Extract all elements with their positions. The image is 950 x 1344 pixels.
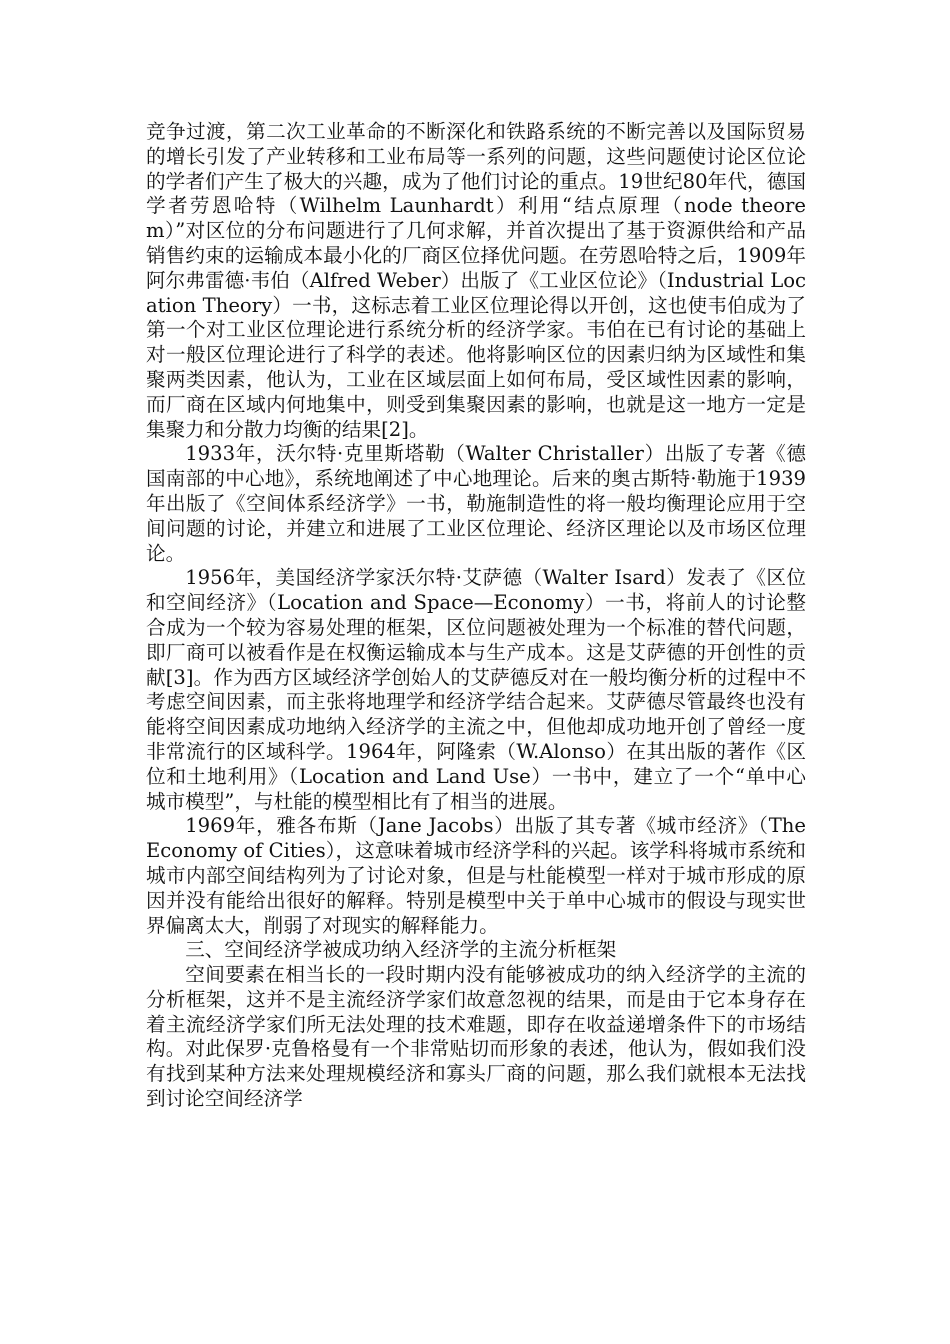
body-paragraph-2: 1933年，沃尔特·克里斯塔勒（Walter Christaller）出版了专著《德国南部的中心地》，系统地阐述了中心地理论。后来的奥古斯特·勒施于1939年出版了《空间体系经济学》一书，勒施制造性的将一般均衡理论应用于空间问题的讨论，并建立和进展了工业区位理论、经济区理论以及市场区位理论。: [146, 442, 806, 565]
body-paragraph-4: 1969年，雅各布斯（Jane Jacobs）出版了其专著《城市经济》（The Economy of Cities），这意味着城市经济学科的兴起。该学科将城市系统和城市内部空间结构列为了讨论对象，但是与杜能模型一样对于城市形成的原因并没有能给出很好的解释。特别是模型中关于单中心城市的假设与现实世界偏离太大，削弱了对现实的解释能力。: [146, 814, 806, 937]
document-page: [146, 120, 806, 1112]
section-heading: 三、空间经济学被成功纳入经济学的主流分析框架: [185, 938, 617, 962]
body-paragraph-3: 1956年，美国经济学家沃尔特·艾萨德（Walter Isard）发表了《区位和空间经济》（Location and Space—Economy）一书，将前人的讨论整合成为一个较为容易处理的框架，区位问题被处理为一个标准的替代问题，即厂商可以被看作是在权衡运输成本与生产成本。这是艾萨德的开创性的贡献[3]。作为西方区域经济学创始人的艾萨德反对在一般均衡分析的过程中不考虑空间因素，而主张将地理学和经济学结合起来。艾萨德尽管最终也没有能将空间因素成功地纳入经济学的主流之中，但他却成功地开创了曾经一度非常流行的区域科学。1964年，阿隆索（W.Alonso）在其出版的著作《区位和土地利用》（Location and Land Use）一书中，建立了一个“单中心城市模型”，与杜能的模型相比有了相当的进展。: [146, 566, 806, 813]
body-paragraph-1: 竞争过渡，第二次工业革命的不断深化和铁路系统的不断完善以及国际贸易的增长引发了产业转移和工业布局等一系列的问题，这些问题使讨论区位论的学者们产生了极大的兴趣，成为了他们讨论的重点。19世纪80年代，德国学者劳恩哈特（Wilhelm Launhardt）利用“结点原理（node theorem）”对区位的分布问题进行了几何求解，并首次提出了基于资源供给和产品销售约束的运输成本最小化的厂商区位择优问题。在劳恩哈特之后，1909年阿尔弗雷德·韦伯（Alfred Weber）出版了《工业区位论》（Industrial Location Theory）一书，这标志着工业区位理论得以开创，这也使韦伯成为了第一个对工业区位理论进行系统分析的经济学家。韦伯在已有讨论的基础上对一般区位理论进行了科学的表述。他将影响区位的因素归纳为区域性和集聚两类因素，他认为，工业在区域层面上如何布局，受区域性因素的影响，而厂商在区域内何地集中，则受到集聚因素的影响，也就是这一地方一定是集聚力和分散力均衡的结果[2]。: [146, 120, 806, 441]
body-paragraph-6: 空间要素在相当长的一段时期内没有能够被成功的纳入经济学的主流的分析框架，这并不是主流经济学家们故意忽视的结果，而是由于它本身存在着主流经济学家们所无法处理的技术难题，即存在收益递增条件下的市场结构。对此保罗·克鲁格曼有一个非常贴切而形象的表述，他认为，假如我们没有找到某种方法来处理规模经济和寡头厂商的问题，那么我们就根本无法找到讨论空间经济学: [146, 963, 806, 1111]
